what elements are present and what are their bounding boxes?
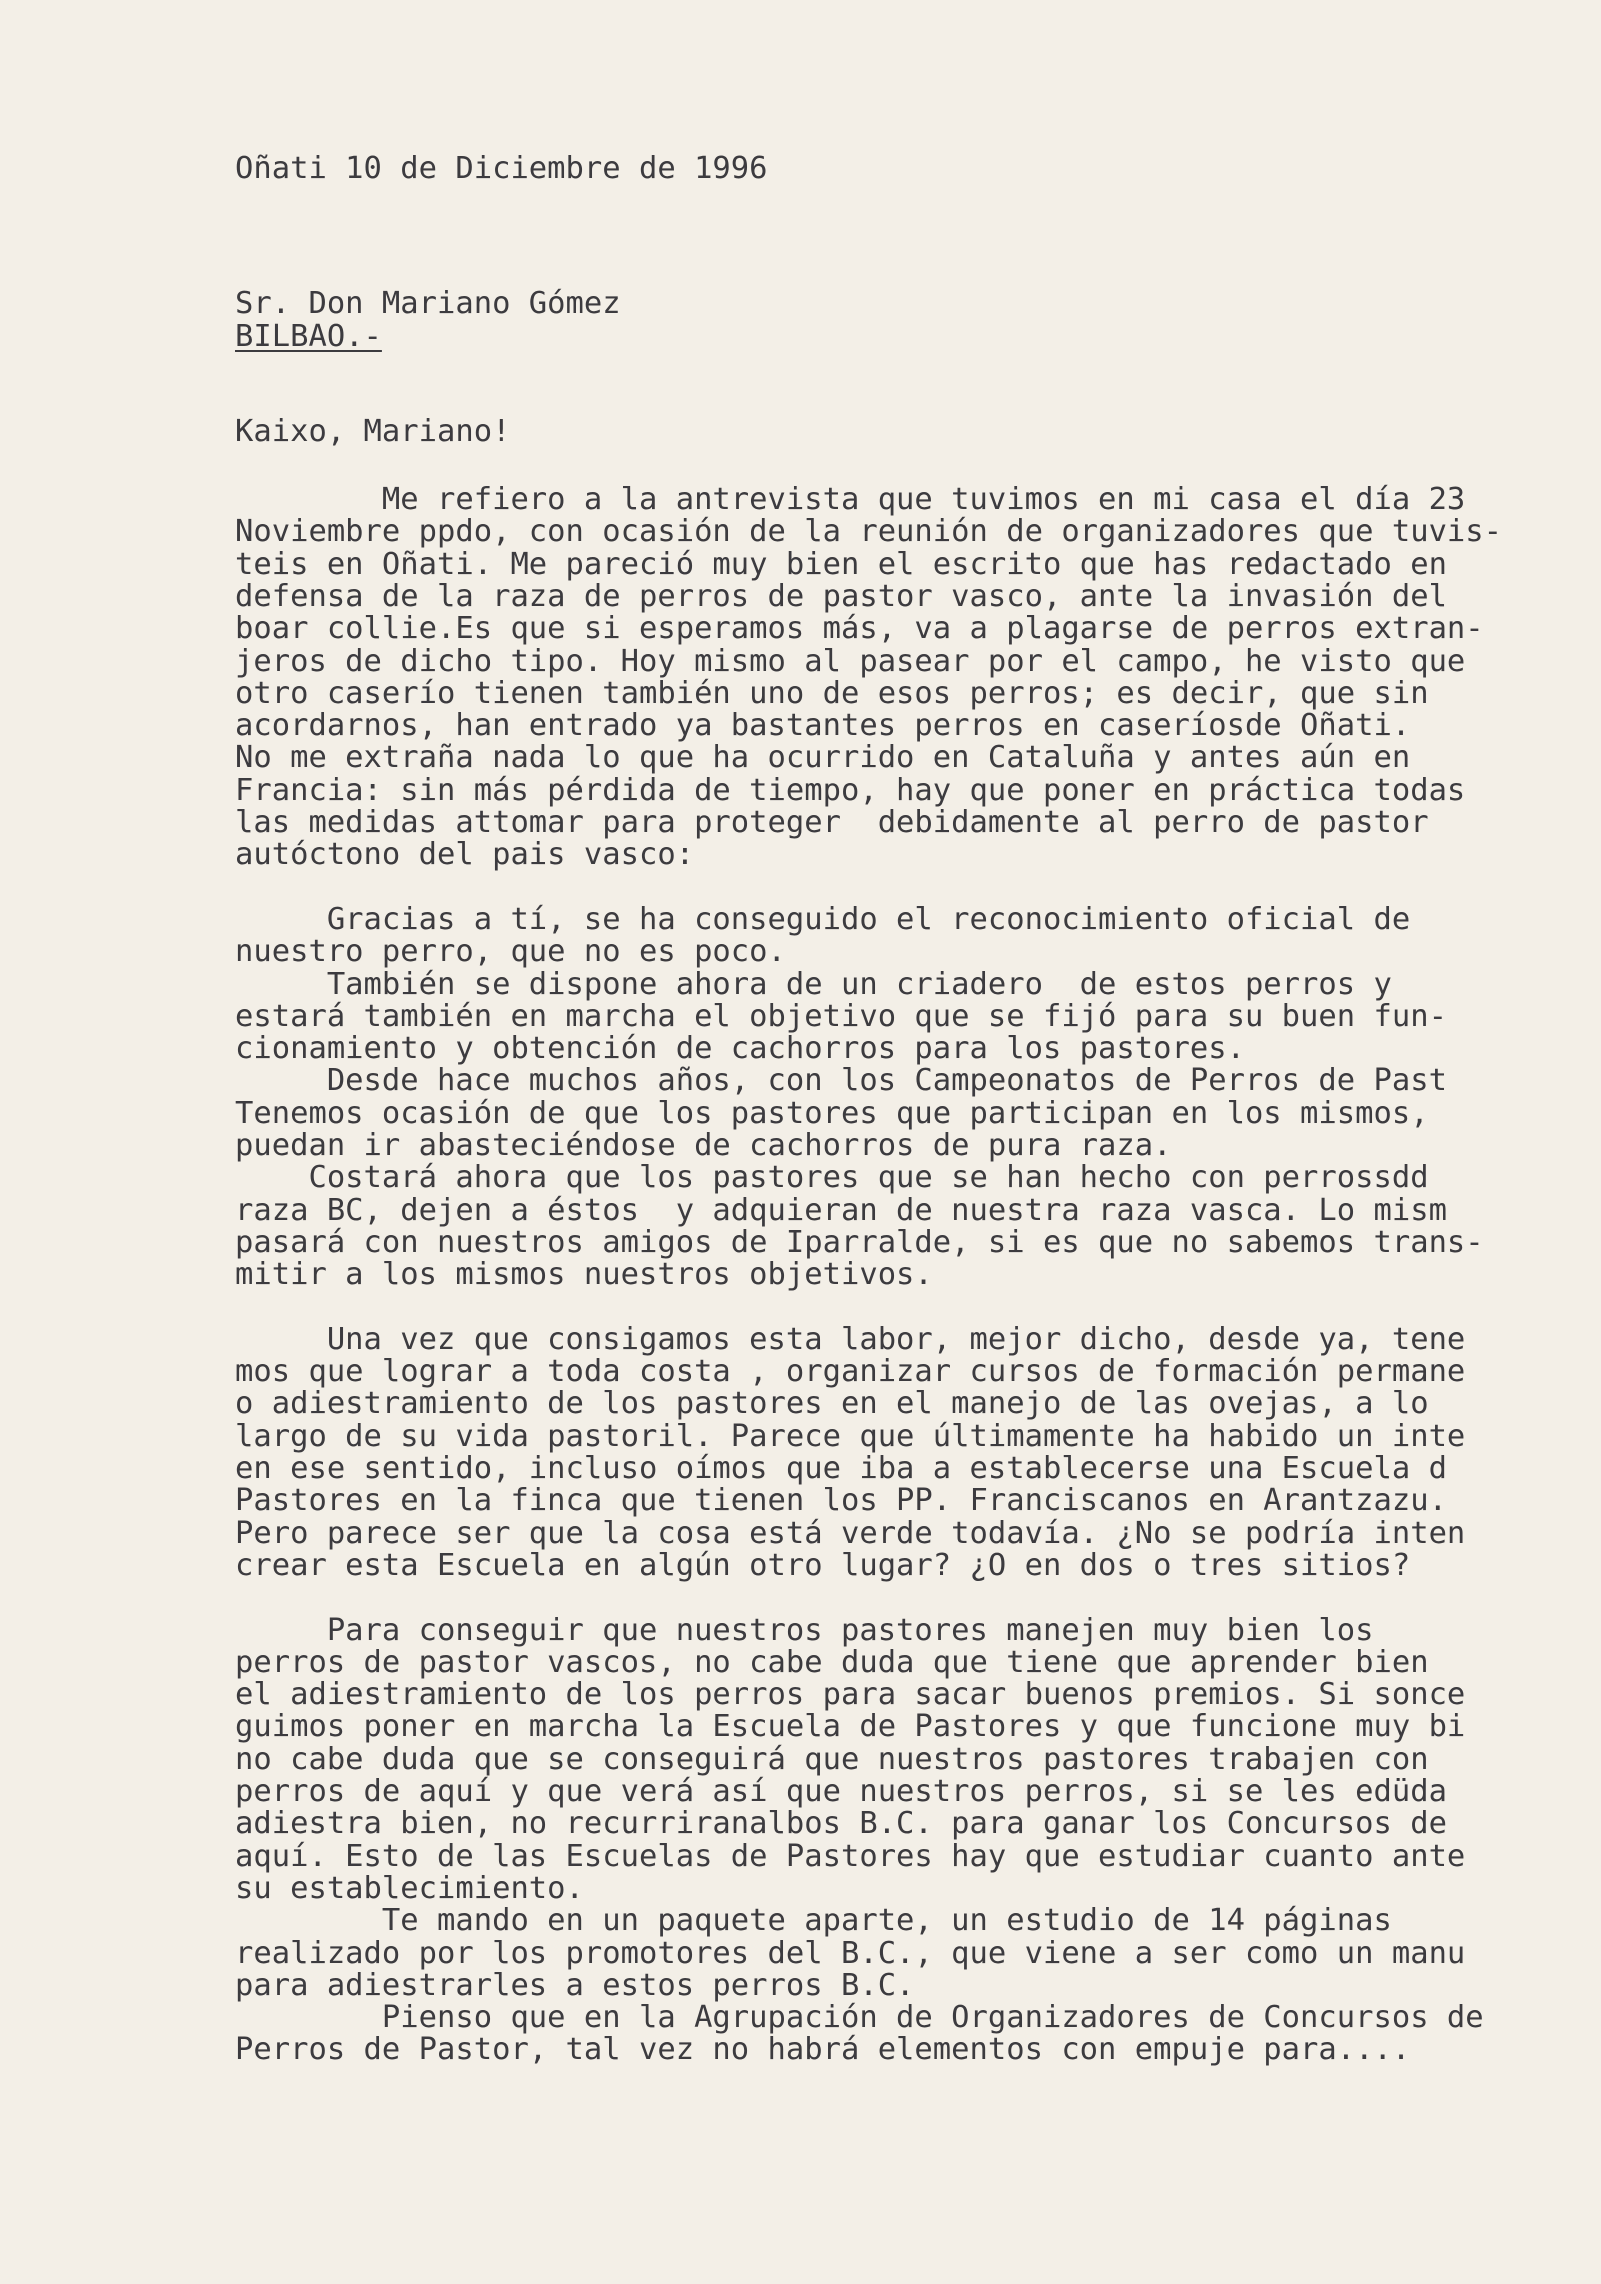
body-line: Pastores en la finca que tienen los PP. Franciscanos en Arantzazu.	[235, 1483, 1447, 1519]
body-line: autóctono del pais vasco:	[235, 837, 695, 873]
recipient-name: Sr. Don Mariano Gómez	[235, 286, 621, 321]
body-line: en ese sentido, incluso oímos que iba a establecerse una Escuela d	[235, 1451, 1447, 1486]
body-line: Para conseguir que nuestros pastores manejen muy bien los	[235, 1612, 1374, 1648]
body-line: No me extraña nada lo que ha ocurrido en Cataluña y antes aún en	[235, 740, 1411, 776]
body-line: pasará con nuestros amigos de Iparralde, si es que no sabemos trans-	[235, 1224, 1484, 1260]
body-line: Pienso que en la Agrupación de Organizadores de Concursos de	[235, 2000, 1484, 2036]
body-line: Costará ahora que los pastores que se han hecho con perrossdd	[235, 1160, 1429, 1196]
body-line: las medidas attomar para proteger debidamente al perro de pastor	[235, 805, 1429, 840]
body-line: nuestro perro, que no es poco.	[235, 934, 786, 970]
body-line: Me refiero a la antrevista que tuvimos en mi casa el día 23	[235, 482, 1466, 517]
salutation: Kaixo, Mariano!	[235, 414, 511, 449]
body-line: estará también en marcha el objetivo que se fijó para su buen fun-	[235, 998, 1447, 1034]
body-line: Perros de Pastor, tal vez no habrá elementos con empuje para....	[235, 2032, 1411, 2068]
body-line: adiestra bien, no recurriranalbos B.C. para ganar los Concursos de	[235, 1806, 1447, 1842]
body-line: Gracias a tí, se ha conseguido el reconocimiento oficial de	[235, 901, 1411, 937]
recipient-city: BILBAO.-	[235, 319, 382, 354]
body-line: defensa de la raza de perros de pastor vasco, ante la invasión del	[235, 578, 1447, 614]
body-line: crear esta Escuela en algún otro lugar? ¿O en dos o tres sitios?	[235, 1547, 1411, 1583]
body-line: cionamiento y obtención de cachorros para los pastores.	[235, 1031, 1245, 1067]
date-line: Oñati 10 de Diciembre de 1996	[235, 151, 768, 186]
body-line: no cabe duda que se conseguirá que nuestros pastores trabajen con	[235, 1741, 1429, 1777]
body-line: Noviembre ppdo, con ocasión de la reunión de organizadores que tuvis-	[235, 514, 1503, 550]
body-line: para adiestrarles a estos perros B.C.	[235, 1967, 915, 2003]
body-line: perros de aquí y que verá así que nuestros perros, si se les edüda	[235, 1774, 1447, 1809]
body-line: Te mando en un paquete aparte, un estudio de 14 páginas	[235, 1903, 1392, 1939]
body-line: teis en Oñati. Me pareció muy bien el escrito que has redactado en	[235, 546, 1447, 582]
body-line: jeros de dicho tipo. Hoy mismo al pasear por el campo, he visto que	[235, 643, 1466, 679]
body-line: raza BC, dejen a éstos y adquieran de nuestra raza vasca. Lo mism	[235, 1192, 1447, 1228]
body-line: puedan ir abasteciéndose de cachorros de pura raza.	[235, 1128, 1172, 1163]
body-line: el adiestramiento de los perros para sacar buenos premios. Si sonce	[235, 1677, 1466, 1713]
body-line: su establecimiento.	[235, 1870, 584, 1906]
body-line: boar collie.Es que si esperamos más, va a plagarse de perros extran-	[235, 611, 1484, 647]
body-line: o adiestramiento de los pastores en el manejo de las ovejas, a lo	[235, 1386, 1429, 1422]
body-line: aquí. Esto de las Escuelas de Pastores hay que estudiar cuanto ante	[235, 1838, 1466, 1874]
body-line: realizado por los promotores del B.C., que viene a ser como un manu	[235, 1935, 1466, 1971]
body-line: largo de su vida pastoril. Parece que últimamente ha habido un inte	[235, 1418, 1466, 1454]
body-line: guimos poner en marcha la Escuela de Pastores y que funcione muy bi	[235, 1709, 1466, 1745]
body-line: Una vez que consigamos esta labor, mejor dicho, desde ya, tene	[235, 1321, 1466, 1357]
body-line: otro caserío tienen también uno de esos perros; es decir, que sin	[235, 675, 1429, 711]
body-line: perros de pastor vascos, no cabe duda que tiene que aprender bien	[235, 1644, 1429, 1680]
body-line: mos que lograr a toda costa , organizar cursos de formación permane	[235, 1354, 1466, 1390]
body-line: mitir a los mismos nuestros objetivos.	[235, 1257, 933, 1293]
body-line: Francia: sin más pérdida de tiempo, hay que poner en práctica todas	[235, 772, 1466, 808]
body-line: Desde hace muchos años, con los Campeonatos de Perros de Past	[235, 1063, 1447, 1099]
body-line: Pero parece ser que la cosa está verde todavía. ¿No se podría inten	[235, 1515, 1466, 1551]
body-line: acordarnos, han entrado ya bastantes perros en caseríosde Oñati.	[235, 708, 1411, 744]
body-line: También se dispone ahora de un criadero de estos perros y	[235, 966, 1392, 1002]
body-line: Tenemos ocasión de que los pastores que participan en los mismos,	[235, 1095, 1429, 1131]
